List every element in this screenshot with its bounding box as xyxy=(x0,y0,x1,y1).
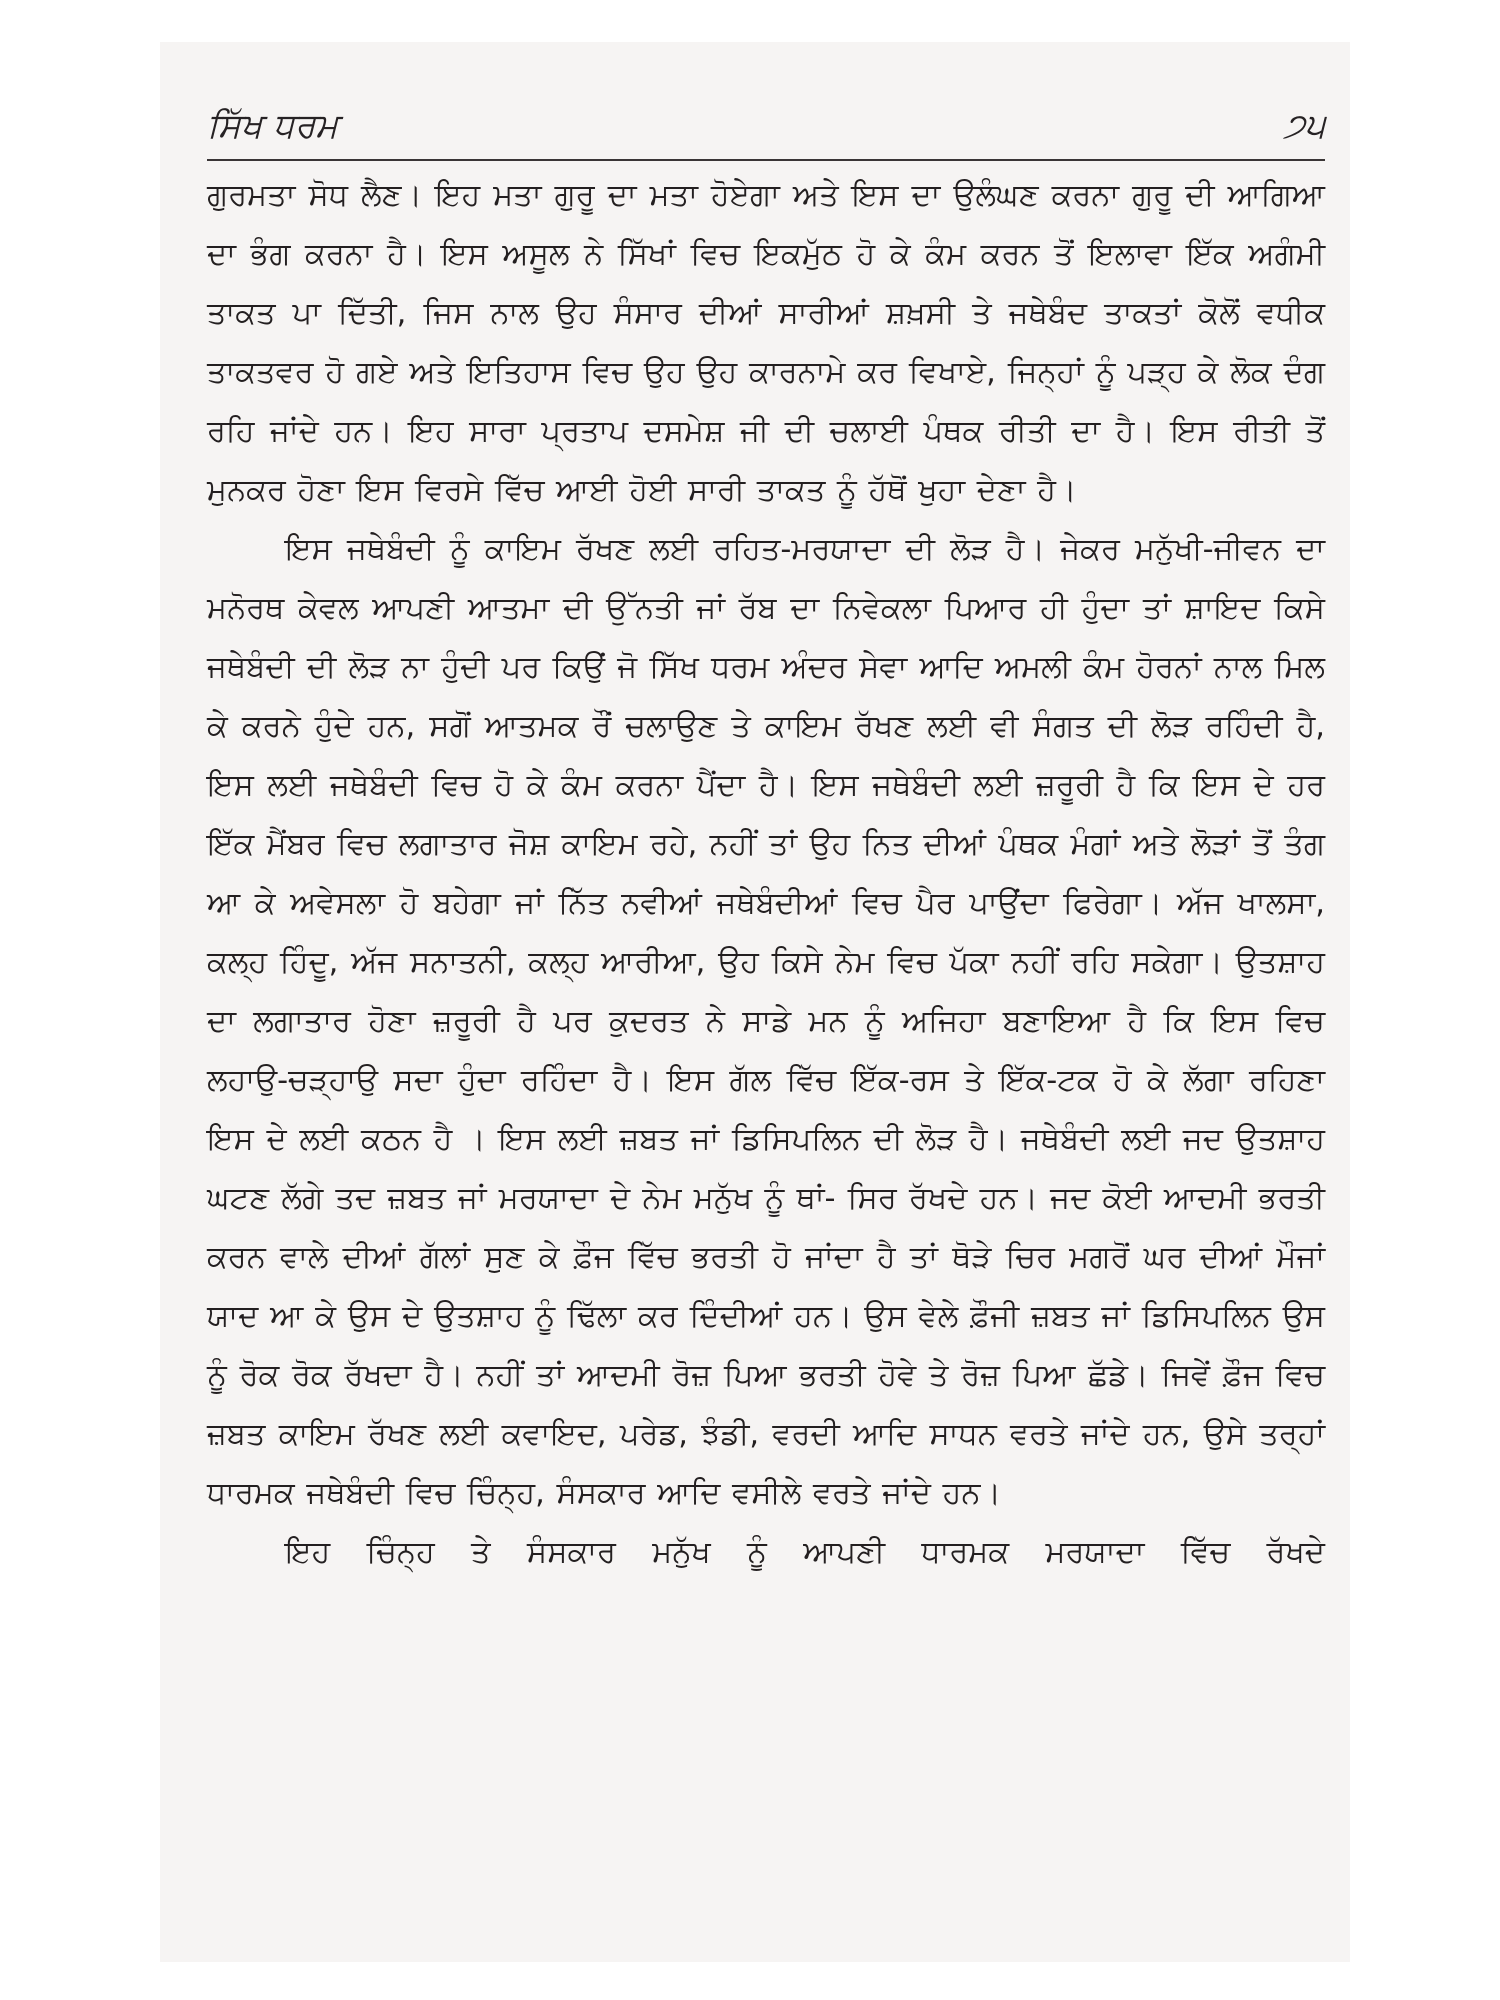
page-number: ੭੫ xyxy=(1283,106,1325,146)
page-header xyxy=(207,100,1325,156)
book-page xyxy=(160,42,1350,1962)
paragraph-3: ਇਹ ਚਿੰਨ੍ਹ ਤੇ ਸੰਸਕਾਰ ਮਨੁੱਖ ਨੂੰ ਆਪਣੀ ਧਾਰਮਕ ਮਰਯਾਦਾ ਵਿੱਚ ਰੱਖਦੇ xyxy=(285,1535,1325,1570)
header-divider xyxy=(207,159,1325,161)
paragraph-2: ਇਸ ਜਥੇਬੰਦੀ ਨੂੰ ਕਾਇਮ ਰੱਖਣ ਲਈ ਰਹਿਤ-ਮਰਯਾਦਾ ਦੀ ਲੋੜ ਹੈ। ਜੇਕਰ ਮਨੁੱਖੀ-ਜੀਵਨ ਦਾ ਮਨੋਰਥ ਕੇਵਲ ਆਪਣੀ ਆਤਮਾ ਦੀ ਉੱਨਤੀ ਜਾਂ ਰੱਬ ਦਾ ਨਿਵੇਕਲਾ ਪਿਆਰ ਹੀ ਹੁੰਦਾ ਤਾਂ ਸ਼ਾਇਦ ਕਿਸੇ ਜਥੇਬੰਦੀ ਦੀ ਲੋੜ ਨਾ ਹੁੰਦੀ ਪਰ ਕਿਉਂ ਜੋ ਸਿੱਖ ਧਰਮ ਅੰਦਰ ਸੇਵਾ ਆਦਿ ਅਮਲੀ ਕੰਮ ਹੋਰਨਾਂ ਨਾਲ ਮਿਲ ਕੇ ਕਰਨੇ ਹੁੰਦੇ ਹਨ, ਸਗੋਂ ਆਤਮਕ ਰੌਂ ਚਲਾਉਣ ਤੇ ਕਾਇਮ ਰੱਖਣ ਲਈ ਵੀ ਸੰਗਤ ਦੀ ਲੋੜ ਰਹਿੰਦੀ ਹੈ, ਇਸ ਲਈ ਜਥੇਬੰਦੀ ਵਿਚ ਹੋ ਕੇ ਕੰਮ ਕਰਨਾ ਪੈਂਦਾ ਹੈ। ਇਸ ਜਥੇਬੰਦੀ ਲਈ ਜ਼ਰੂਰੀ ਹੈ ਕਿ ਇਸ ਦੇ ਹਰ ਇੱਕ ਮੈਂਬਰ ਵਿਚ ਲਗਾਤਾਰ ਜੋਸ਼ ਕਾਇਮ ਰਹੇ, ਨਹੀਂ ਤਾਂ ਉਹ ਨਿਤ ਦੀਆਂ ਪੰਥਕ ਮੰਗਾਂ ਅਤੇ ਲੋੜਾਂ ਤੋਂ ਤੰਗ ਆ ਕੇ ਅਵੇਸਲਾ ਹੋ ਬਹੇਗਾ ਜਾਂ ਨਿੱਤ ਨਵੀਆਂ ਜਥੇਬੰਦੀਆਂ ਵਿਚ ਪੈਰ ਪਾਉਂਦਾ ਫਿਰੇਗਾ। ਅੱਜ ਖਾਲਸਾ, ਕਲ੍ਹ ਹਿੰਦੂ, ਅੱਜ ਸਨਾਤਨੀ, ਕਲ੍ਹ ਆਰੀਆ, ਉਹ ਕਿਸੇ ਨੇਮ ਵਿਚ ਪੱਕਾ ਨਹੀਂ ਰਹਿ ਸਕੇਗਾ। ਉਤਸ਼ਾਹ ਦਾ ਲਗਾਤਾਰ ਹੋਣਾ ਜ਼ਰੂਰੀ ਹੈ ਪਰ ਕੁਦਰਤ ਨੇ ਸਾਡੇ ਮਨ ਨੂੰ ਅਜਿਹਾ ਬਣਾਇਆ ਹੈ ਕਿ ਇਸ ਵਿਚ ਲਹਾਉ-ਚੜ੍ਹਾਉ ਸਦਾ ਹੁੰਦਾ ਰਹਿੰਦਾ ਹੈ। ਇਸ ਗੱਲ ਵਿੱਚ ਇੱਕ-ਰਸ ਤੇ ਇੱਕ-ਟਕ ਹੋ ਕੇ ਲੱਗਾ ਰਹਿਣਾ ਇਸ ਦੇ ਲਈ ਕਠਨ ਹੈ । ਇਸ ਲਈ ਜ਼ਬਤ ਜਾਂ ਡਿਸਿਪਲਿਨ ਦੀ ਲੋੜ ਹੈ। ਜਥੇਬੰਦੀ ਲਈ ਜਦ ਉਤਸ਼ਾਹ ਘਟਣ ਲੱਗੇ ਤਦ ਜ਼ਬਤ ਜਾਂ ਮਰਯਾਦਾ ਦੇ ਨੇਮ ਮਨੁੱਖ ਨੂੰ ਥਾਂ- ਸਿਰ ਰੱਖਦੇ ਹਨ। ਜਦ ਕੋਈ ਆਦਮੀ ਭਰਤੀ ਕਰਨ ਵਾਲੇ ਦੀਆਂ ਗੱਲਾਂ ਸੁਣ ਕੇ ਫ਼ੌਜ ਵਿੱਚ ਭਰਤੀ ਹੋ ਜਾਂਦਾ ਹੈ ਤਾਂ ਥੋੜੇ ਚਿਰ ਮਗਰੋਂ ਘਰ ਦੀਆਂ ਮੌਜਾਂ ਯਾਦ ਆ ਕੇ ਉਸ ਦੇ ਉਤਸ਼ਾਹ ਨੂੰ ਢਿੱਲਾ ਕਰ ਦਿੰਦੀਆਂ ਹਨ। ਉਸ ਵੇਲੇ ਫ਼ੌਜੀ ਜ਼ਬਤ ਜਾਂ ਡਿਸਿਪਲਿਨ ਉਸ ਨੂੰ ਰੋਕ ਰੋਕ ਰੱਖਦਾ ਹੈ। ਨਹੀਂ ਤਾਂ ਆਦਮੀ ਰੋਜ਼ ਪਿਆ ਭਰਤੀ ਹੋਵੇ ਤੇ ਰੋਜ਼ ਪਿਆ ਛੱਡੇ। ਜਿਵੇਂ ਫ਼ੌਜ ਵਿਚ ਜ਼ਬਤ ਕਾਇਮ ਰੱਖਣ ਲਈ ਕਵਾਇਦ, ਪਰੇਡ, ਝੰਡੀ, ਵਰਦੀ ਆਦਿ ਸਾਧਨ ਵਰਤੇ ਜਾਂਦੇ ਹਨ, ਉਸੇ ਤਰ੍ਹਾਂ ਧਾਰਮਕ ਜਥੇਬੰਦੀ ਵਿਚ ਚਿੰਨ੍ਹ, ਸੰਸਕਾਰ ਆਦਿ ਵਸੀਲੇ ਵਰਤੇ ਜਾਂਦੇ ਹਨ। xyxy=(207,532,1325,1511)
page-body xyxy=(207,166,1325,1582)
running-title: ਸਿੱਖ ਧਰਮ xyxy=(207,106,338,146)
paragraph-1: ਗੁਰਮਤਾ ਸੋਧ ਲੈਣ। ਇਹ ਮਤਾ ਗੁਰੂ ਦਾ ਮਤਾ ਹੋਏਗਾ ਅਤੇ ਇਸ ਦਾ ਉਲੰਘਣ ਕਰਨਾ ਗੁਰੂ ਦੀ ਆਗਿਆ ਦਾ ਭੰਗ ਕਰਨਾ ਹੈ। ਇਸ ਅਸੂਲ ਨੇ ਸਿੱਖਾਂ ਵਿਚ ਇਕਮੁੱਠ ਹੋ ਕੇ ਕੰਮ ਕਰਨ ਤੋਂ ਇਲਾਵਾ ਇੱਕ ਅਗੰਮੀ ਤਾਕਤ ਪਾ ਦਿੱਤੀ, ਜਿਸ ਨਾਲ ਉਹ ਸੰਸਾਰ ਦੀਆਂ ਸਾਰੀਆਂ ਸ਼ਖ਼ਸੀ ਤੇ ਜਥੇਬੰਦ ਤਾਕਤਾਂ ਕੋਲੋਂ ਵਧੀਕ ਤਾਕਤਵਰ ਹੋ ਗਏ ਅਤੇ ਇਤਿਹਾਸ ਵਿਚ ਉਹ ਉਹ ਕਾਰਨਾਮੇ ਕਰ ਵਿਖਾਏ, ਜਿਨ੍ਹਾਂ ਨੂੰ ਪੜ੍ਹ ਕੇ ਲੋਕ ਦੰਗ ਰਹਿ ਜਾਂਦੇ ਹਨ। ਇਹ ਸਾਰਾ ਪ੍ਰਤਾਪ ਦਸਮੇਸ਼ ਜੀ ਦੀ ਚਲਾਈ ਪੰਥਕ ਰੀਤੀ ਦਾ ਹੈ। ਇਸ ਰੀਤੀ ਤੋਂ ਮੁਨਕਰ ਹੋਣਾ ਇਸ ਵਿਰਸੇ ਵਿੱਚ ਆਈ ਹੋਈ ਸਾਰੀ ਤਾਕਤ ਨੂੰ ਹੱਥੋਂ ਖੁਹਾ ਦੇਣਾ ਹੈ। xyxy=(207,178,1325,508)
